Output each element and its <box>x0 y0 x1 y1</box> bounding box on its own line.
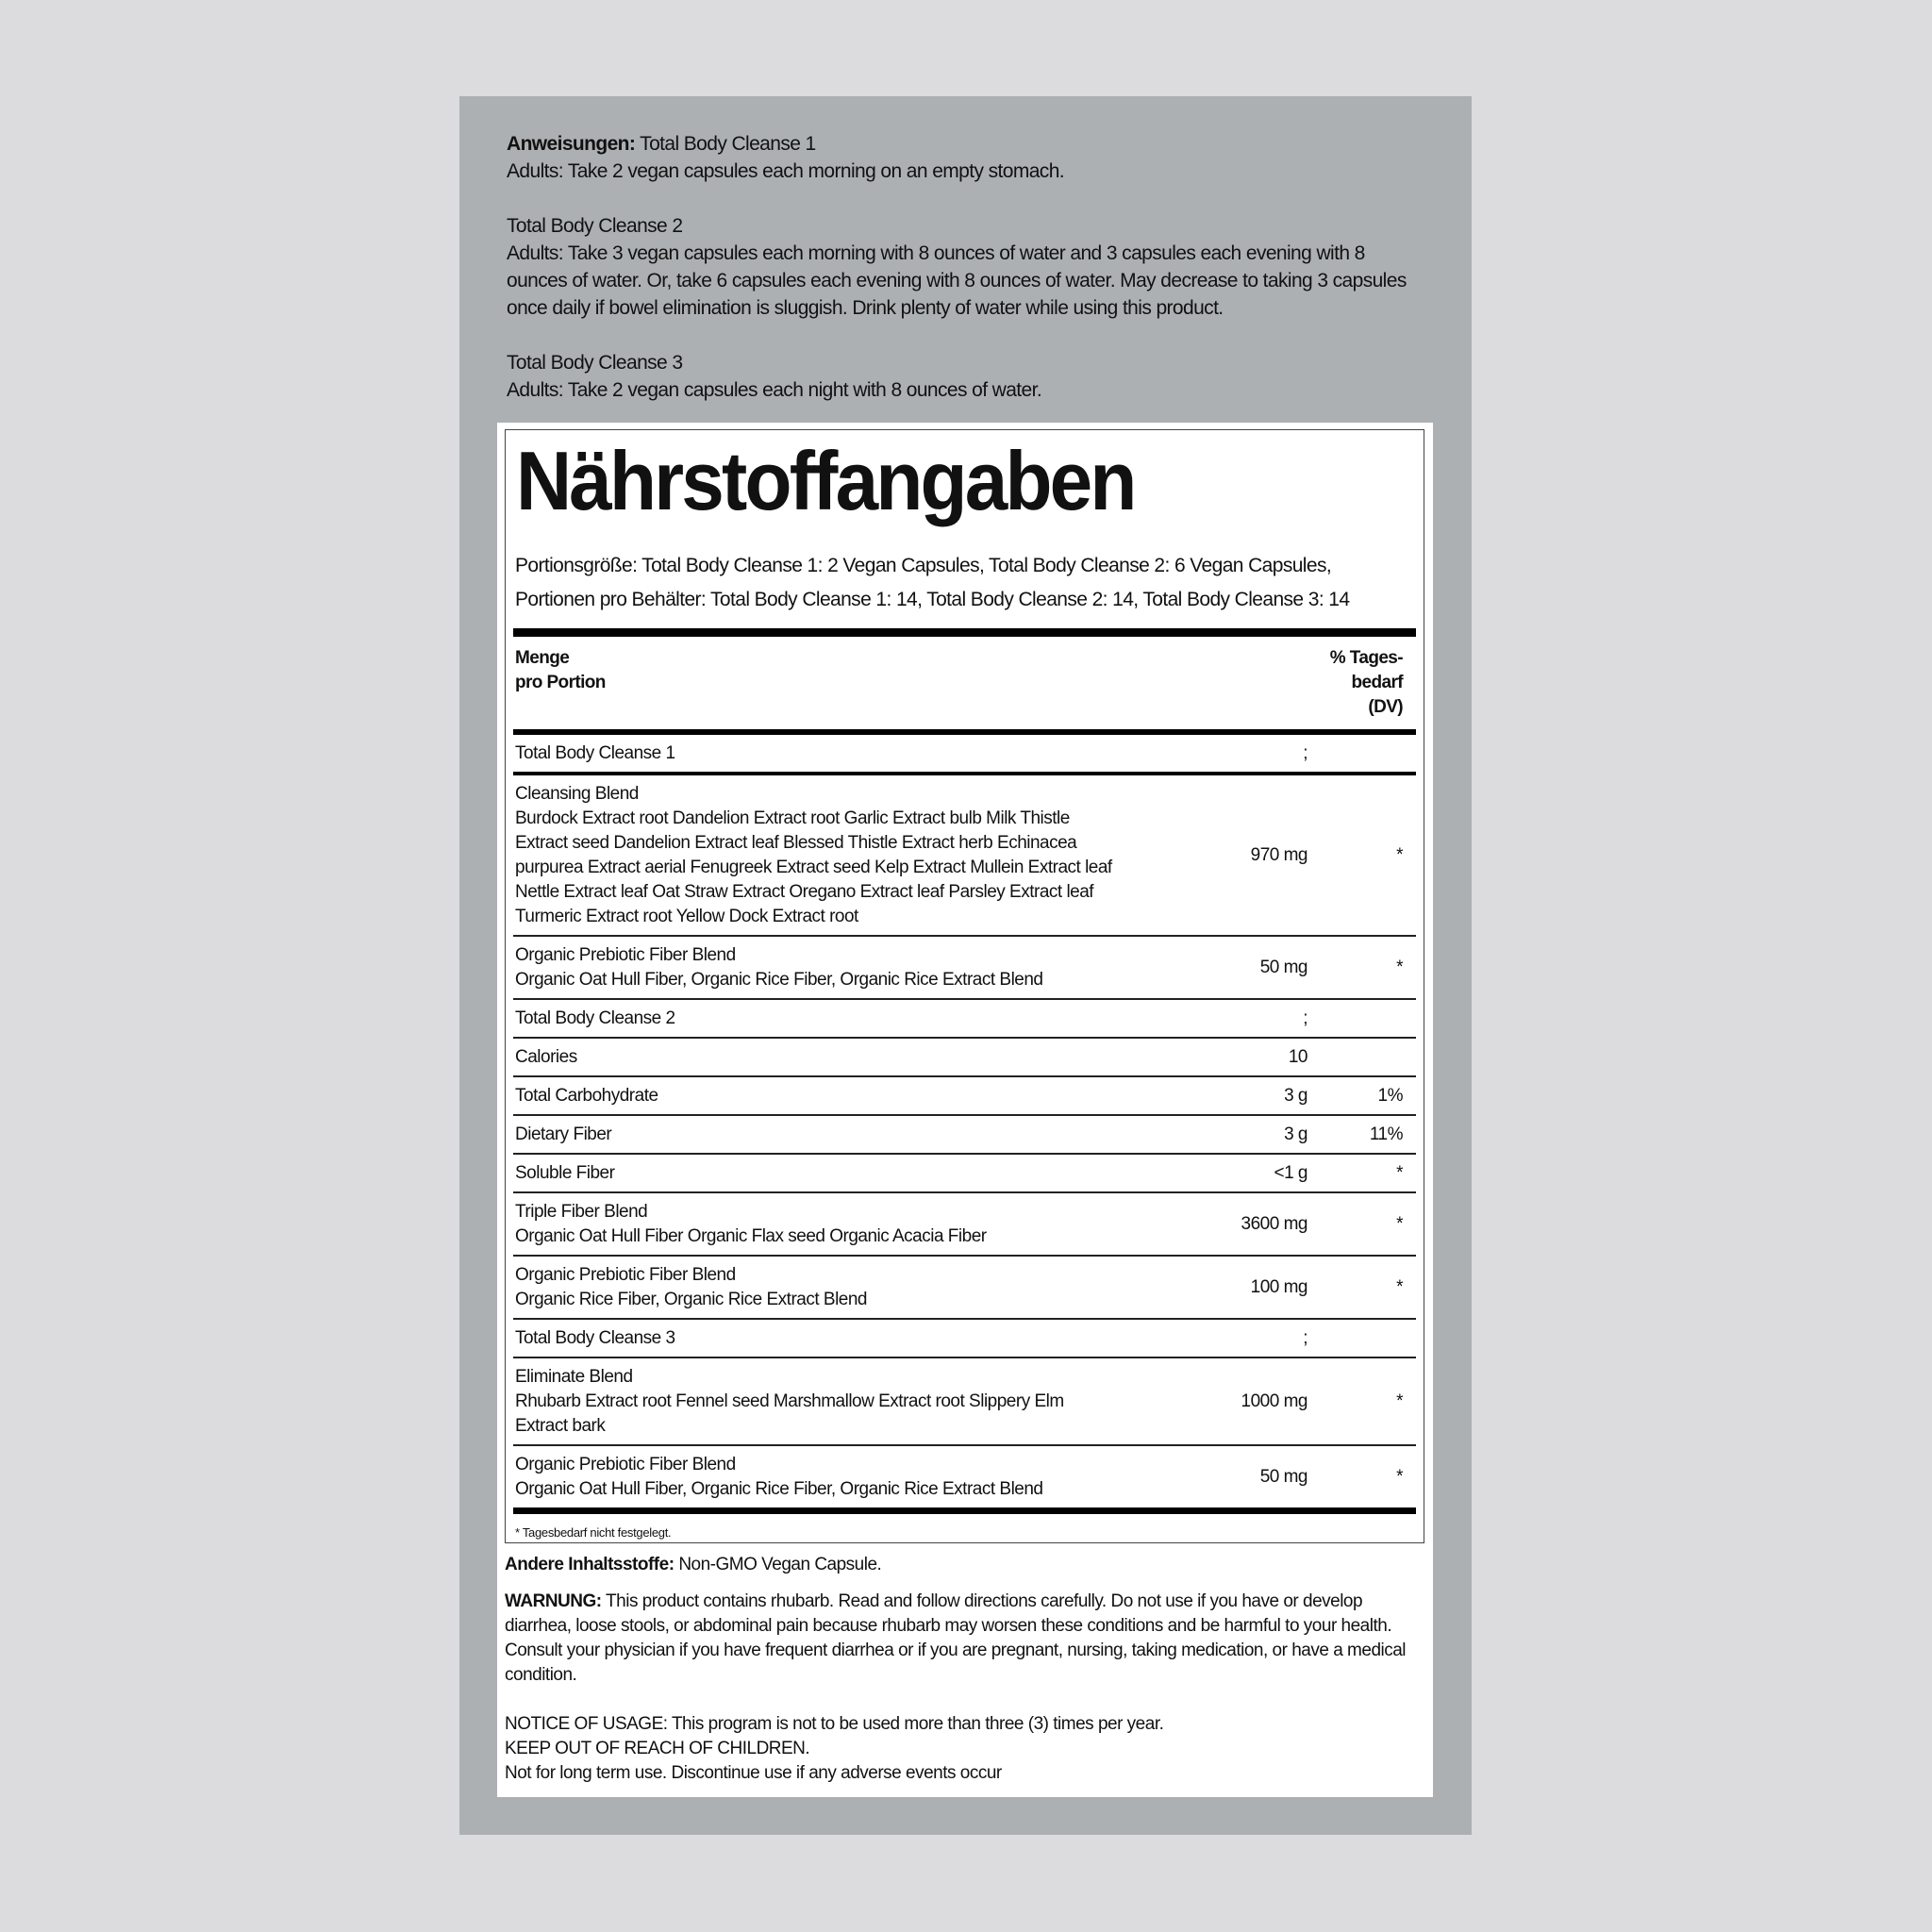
ingredient-amount: ; <box>1303 1328 1307 1348</box>
ingredient-name <box>515 1365 1194 1439</box>
ingredient-name <box>515 943 1194 992</box>
keep-out-notice: KEEP OUT OF REACH OF CHILDREN. <box>505 1739 810 1758</box>
ingredient-title: Cleansing Blend <box>515 784 639 804</box>
divider-bottom <box>513 1507 1416 1514</box>
ingredient-amount: 10 <box>1288 1047 1307 1067</box>
table-row <box>513 1037 1416 1075</box>
ingredient-amount: 50 mg <box>1259 958 1307 977</box>
ingredient-title: Triple Fiber Blend <box>515 1202 648 1222</box>
other-info <box>505 1553 1429 1786</box>
ingredient-dv: * <box>1396 1467 1403 1487</box>
servings-per-container: Portionen pro Behälter: Total Body Cleanse 1: 14, Total Body Cleanse 2: 14, Total Body Cleanse 3: 14 <box>515 589 1350 610</box>
ingredient-amount: 970 mg <box>1250 845 1307 865</box>
ingredient-name <box>515 1200 1194 1249</box>
ingredient-dv: 11% <box>1369 1124 1403 1144</box>
dv-header-line3: (DV) <box>1368 697 1403 717</box>
table-row <box>513 1191 1416 1255</box>
table-row <box>513 1114 1416 1153</box>
ingredient-detail: Burdock Extract root Dandelion Extract root Garlic Extract bulb Milk Thistle Extract seed Dandelion Extract leaf Blessed Thistle Extract herb Echinacea purpurea Extract aerial Fenugreek Extract seed Kelp Extract Mullein Extract leaf Nettle Extract leaf Oat Straw Extract Oregano Extract leaf Parsley Extract leaf Turmeric Extract root Yellow Dock Extract root <box>515 808 1112 926</box>
ingredient-dv: * <box>1396 1163 1403 1183</box>
supplement-facts-box <box>505 429 1424 1543</box>
amount-header-line2: pro Portion <box>515 673 606 692</box>
ingredient-dv: * <box>1396 1214 1403 1234</box>
warning <box>505 1590 1429 1688</box>
ingredient-amount: ; <box>1303 1008 1307 1028</box>
table-row <box>513 935 1416 998</box>
ingredient-amount: 3600 mg <box>1241 1214 1307 1234</box>
ingredient-name <box>515 782 1194 929</box>
ingredient-title: Soluble Fiber <box>515 1163 615 1183</box>
directions-tbc3 <box>507 349 1412 404</box>
ingredient-detail: Organic Oat Hull Fiber, Organic Rice Fiber, Organic Rice Extract Blend <box>515 970 1043 990</box>
ingredient-name <box>515 1084 1194 1108</box>
warning-label: WARNUNG: <box>505 1591 602 1611</box>
ingredient-title: Dietary Fiber <box>515 1124 612 1144</box>
notice-usage: NOTICE OF USAGE: This program is not to be used more than three (3) times per year. <box>505 1714 1164 1734</box>
ingredient-amount: 1000 mg <box>1241 1391 1307 1411</box>
ingredient-detail: Rhubarb Extract root Fennel seed Marshmallow Extract root Slippery Elm Extract bark <box>515 1391 1064 1436</box>
directions-tbc2-title: Total Body Cleanse 2 <box>507 215 683 237</box>
table-header <box>513 637 1416 729</box>
ingredient-dv: * <box>1396 1391 1403 1411</box>
ingredient-amount: 3 g <box>1284 1086 1307 1106</box>
directions-section <box>507 130 1412 431</box>
dv-header-line2: bedarf <box>1351 673 1403 692</box>
dv-header-line1: % Tages- <box>1329 648 1403 668</box>
ingredient-amount: <1 g <box>1274 1163 1307 1183</box>
table-row <box>513 1318 1416 1357</box>
ingredient-title: Total Body Cleanse 1 <box>515 743 675 763</box>
ingredient-detail: Organic Oat Hull Fiber Organic Flax seed Organic Acacia Fiber <box>515 1226 987 1246</box>
directions-tbc1-text: Adults: Take 2 vegan capsules each morning on an empty stomach. <box>507 160 1065 182</box>
ingredient-title: Total Carbohydrate <box>515 1086 658 1106</box>
table-row <box>513 735 1416 772</box>
ingredient-amount: ; <box>1303 743 1307 763</box>
table-row <box>513 998 1416 1037</box>
long-term-notice: Not for long term use. Discontinue use if any adverse events occur <box>505 1763 1002 1783</box>
ingredient-title: Total Body Cleanse 3 <box>515 1328 675 1348</box>
facts-title: Nährstoffangaben <box>516 434 1135 527</box>
ingredient-amount: 50 mg <box>1259 1467 1307 1487</box>
amount-header-line1: Menge <box>515 648 570 668</box>
table-row <box>513 1153 1416 1191</box>
ingredient-name <box>515 1007 1194 1031</box>
amount-header <box>515 646 606 720</box>
ingredient-name <box>515 1161 1194 1186</box>
ingredient-name <box>515 1045 1194 1070</box>
ingredient-title: Eliminate Blend <box>515 1367 633 1387</box>
directions-tbc2 <box>507 212 1412 322</box>
directions-label: Anweisungen: <box>507 133 636 155</box>
footnote: * Tagesbedarf nicht festgelegt. <box>515 1525 672 1540</box>
directions-tbc1-title: Total Body Cleanse 1 <box>640 133 816 155</box>
directions-tbc2-text: Adults: Take 3 vegan capsules each morning with 8 ounces of water and 3 capsules each evening with 8 ounces of water. Or, take 6 capsules each evening with 8 ounces of water. May decrease to taking 3 capsules once daily if bowel elimination is sluggish. Drink plenty of water while using this product. <box>507 242 1407 319</box>
ingredient-title: Total Body Cleanse 2 <box>515 1008 675 1028</box>
ingredient-detail: Organic Oat Hull Fiber, Organic Rice Fiber, Organic Rice Extract Blend <box>515 1479 1043 1499</box>
directions-tbc1 <box>507 130 1412 185</box>
other-ingredients-label: Andere Inhaltsstoffe: <box>505 1555 675 1574</box>
directions-tbc3-text: Adults: Take 2 vegan capsules each night with 8 ounces of water. <box>507 379 1042 401</box>
ingredient-title: Calories <box>515 1047 577 1067</box>
serving-info <box>513 549 1416 617</box>
ingredient-name <box>515 1123 1194 1147</box>
warning-text: This product contains rhubarb. Read and follow directions carefully. Do not use if you have or develop diarrhea, loose stools, or abdominal pain because rhubarb may worsen these conditions and be harmful to your health. Consult your physician if you have frequent diarrhea or if you are pregnant, nursing, taking medication, or have a medical condition. <box>505 1591 1407 1685</box>
divider-thick <box>513 628 1416 637</box>
dv-header <box>1330 646 1403 720</box>
ingredient-detail: Organic Rice Fiber, Organic Rice Extract Blend <box>515 1290 867 1309</box>
ingredient-dv: * <box>1396 958 1403 977</box>
table-row <box>513 1444 1416 1507</box>
table-row <box>513 1075 1416 1114</box>
ingredient-amount: 3 g <box>1284 1124 1307 1144</box>
table-row <box>513 1255 1416 1318</box>
ingredient-title: Organic Prebiotic Fiber Blend <box>515 945 736 965</box>
table-row <box>513 772 1416 935</box>
ingredient-dv: * <box>1396 1277 1403 1297</box>
ingredient-title: Organic Prebiotic Fiber Blend <box>515 1265 736 1285</box>
ingredient-title: Organic Prebiotic Fiber Blend <box>515 1455 736 1474</box>
ingredient-dv: 1% <box>1377 1086 1403 1106</box>
ingredient-name <box>515 1263 1194 1312</box>
ingredient-name <box>515 741 1194 766</box>
serving-size: Portionsgröße: Total Body Cleanse 1: 2 Vegan Capsules, Total Body Cleanse 2: 6 Vegan Capsules, <box>515 555 1332 576</box>
facts-rows <box>513 735 1416 1507</box>
facts-card <box>497 423 1433 1797</box>
ingredient-dv: * <box>1396 845 1403 865</box>
ingredient-name <box>515 1453 1194 1502</box>
notice-block <box>505 1712 1429 1786</box>
directions-tbc3-title: Total Body Cleanse 3 <box>507 352 683 374</box>
other-ingredients <box>505 1553 1429 1577</box>
table-row <box>513 1357 1416 1444</box>
ingredient-name <box>515 1326 1194 1351</box>
ingredient-amount: 100 mg <box>1250 1277 1307 1297</box>
other-ingredients-text: Non-GMO Vegan Capsule. <box>678 1555 882 1574</box>
